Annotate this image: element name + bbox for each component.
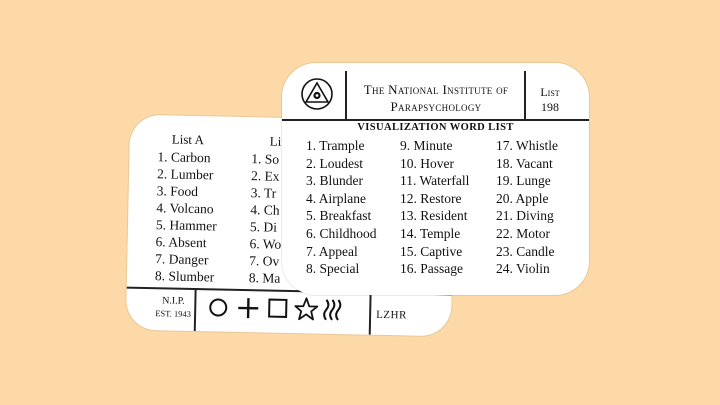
plus-icon [238, 298, 258, 318]
list-item: 2. Loudest [306, 155, 363, 171]
list-item: 2. Lumber [156, 166, 214, 183]
nip-established: EST. 1943 [155, 308, 192, 319]
list-item: 6. Childhood [306, 225, 377, 241]
list-item: 7. Appeal [306, 243, 358, 259]
institute-line-1: The National Institute of [363, 82, 509, 97]
header-divider-left [345, 71, 347, 119]
circle-icon [210, 299, 226, 315]
list-item: 6. Absent [155, 234, 207, 251]
list-item: 4. Volcano [156, 200, 214, 217]
list-a-title: List A [171, 131, 205, 148]
list-number-label [530, 85, 570, 115]
list-item: 1. So [251, 151, 280, 167]
institute-title [348, 81, 524, 115]
list-item: 3. Food [156, 183, 199, 200]
list-item: 24. Violin [496, 261, 550, 277]
list-item: 16. Passage [400, 261, 463, 277]
list-item: 8. Special [306, 261, 360, 277]
nip-stamp [148, 295, 198, 320]
nip-org: N.I.P. [162, 295, 185, 307]
institute-line-2: Parapsychology [390, 99, 482, 114]
square-icon [269, 300, 286, 317]
list-item: 3. Blunder [306, 173, 363, 189]
list-item: 19. Lunge [496, 173, 551, 189]
front-word-card [282, 63, 589, 295]
list-item: 10. Hover [400, 155, 454, 171]
list-item: 4. Ch [250, 202, 280, 218]
list-item: 5. Breakfast [306, 208, 372, 224]
list-item: 14. Temple [400, 225, 461, 241]
word-column-3 [496, 137, 558, 278]
list-item: 22. Motor [496, 225, 550, 241]
list-item: 9. Minute [400, 138, 453, 153]
list-item: 8. Slumber [154, 268, 215, 285]
list-item: 6. Wo [249, 236, 282, 252]
list-b-title: Li [269, 133, 282, 149]
list-item: 3. Tr [250, 185, 277, 201]
list-item: 5. Hammer [155, 217, 217, 234]
header-divider [282, 119, 589, 121]
footer-divider-right [369, 292, 371, 335]
list-a-column [155, 148, 219, 285]
zener-symbols [206, 292, 357, 325]
list-item: 23. Candle [496, 243, 555, 259]
list-item: 7. Danger [155, 251, 209, 268]
star-icon [295, 298, 317, 319]
list-item: 12. Restore [400, 190, 462, 206]
header-divider-right [524, 71, 526, 119]
list-item: 21. Diving [496, 208, 554, 224]
list-item: 15. Captive [400, 243, 463, 259]
list-item: 2. Ex [250, 168, 280, 184]
list-item: 5. Di [249, 219, 278, 235]
list-item: 7. Ov [249, 253, 280, 269]
list-item: 18. Vacant [496, 155, 553, 171]
list-item: 17. Whistle [496, 138, 558, 153]
list-item: 1. Carbon [157, 149, 211, 166]
word-column-1 [306, 137, 377, 278]
word-column-2 [400, 137, 469, 278]
list-item: 8. Ma [248, 270, 281, 286]
card-code: LZHR [376, 308, 408, 322]
list-item: 13. Resident [400, 208, 468, 224]
list-label: List [540, 85, 560, 99]
list-item: 4. Airplane [306, 190, 366, 206]
list-b-column [249, 150, 284, 287]
waves-icon [324, 300, 340, 320]
triangle-eye-logo-icon [300, 77, 334, 111]
word-list-subtitle: VISUALIZATION WORD LIST [357, 122, 514, 133]
list-item: 20. Apple [496, 190, 549, 206]
list-number: 198 [541, 100, 559, 114]
list-item: 1. Trample [306, 138, 365, 153]
list-item: 11. Waterfall [400, 173, 470, 189]
